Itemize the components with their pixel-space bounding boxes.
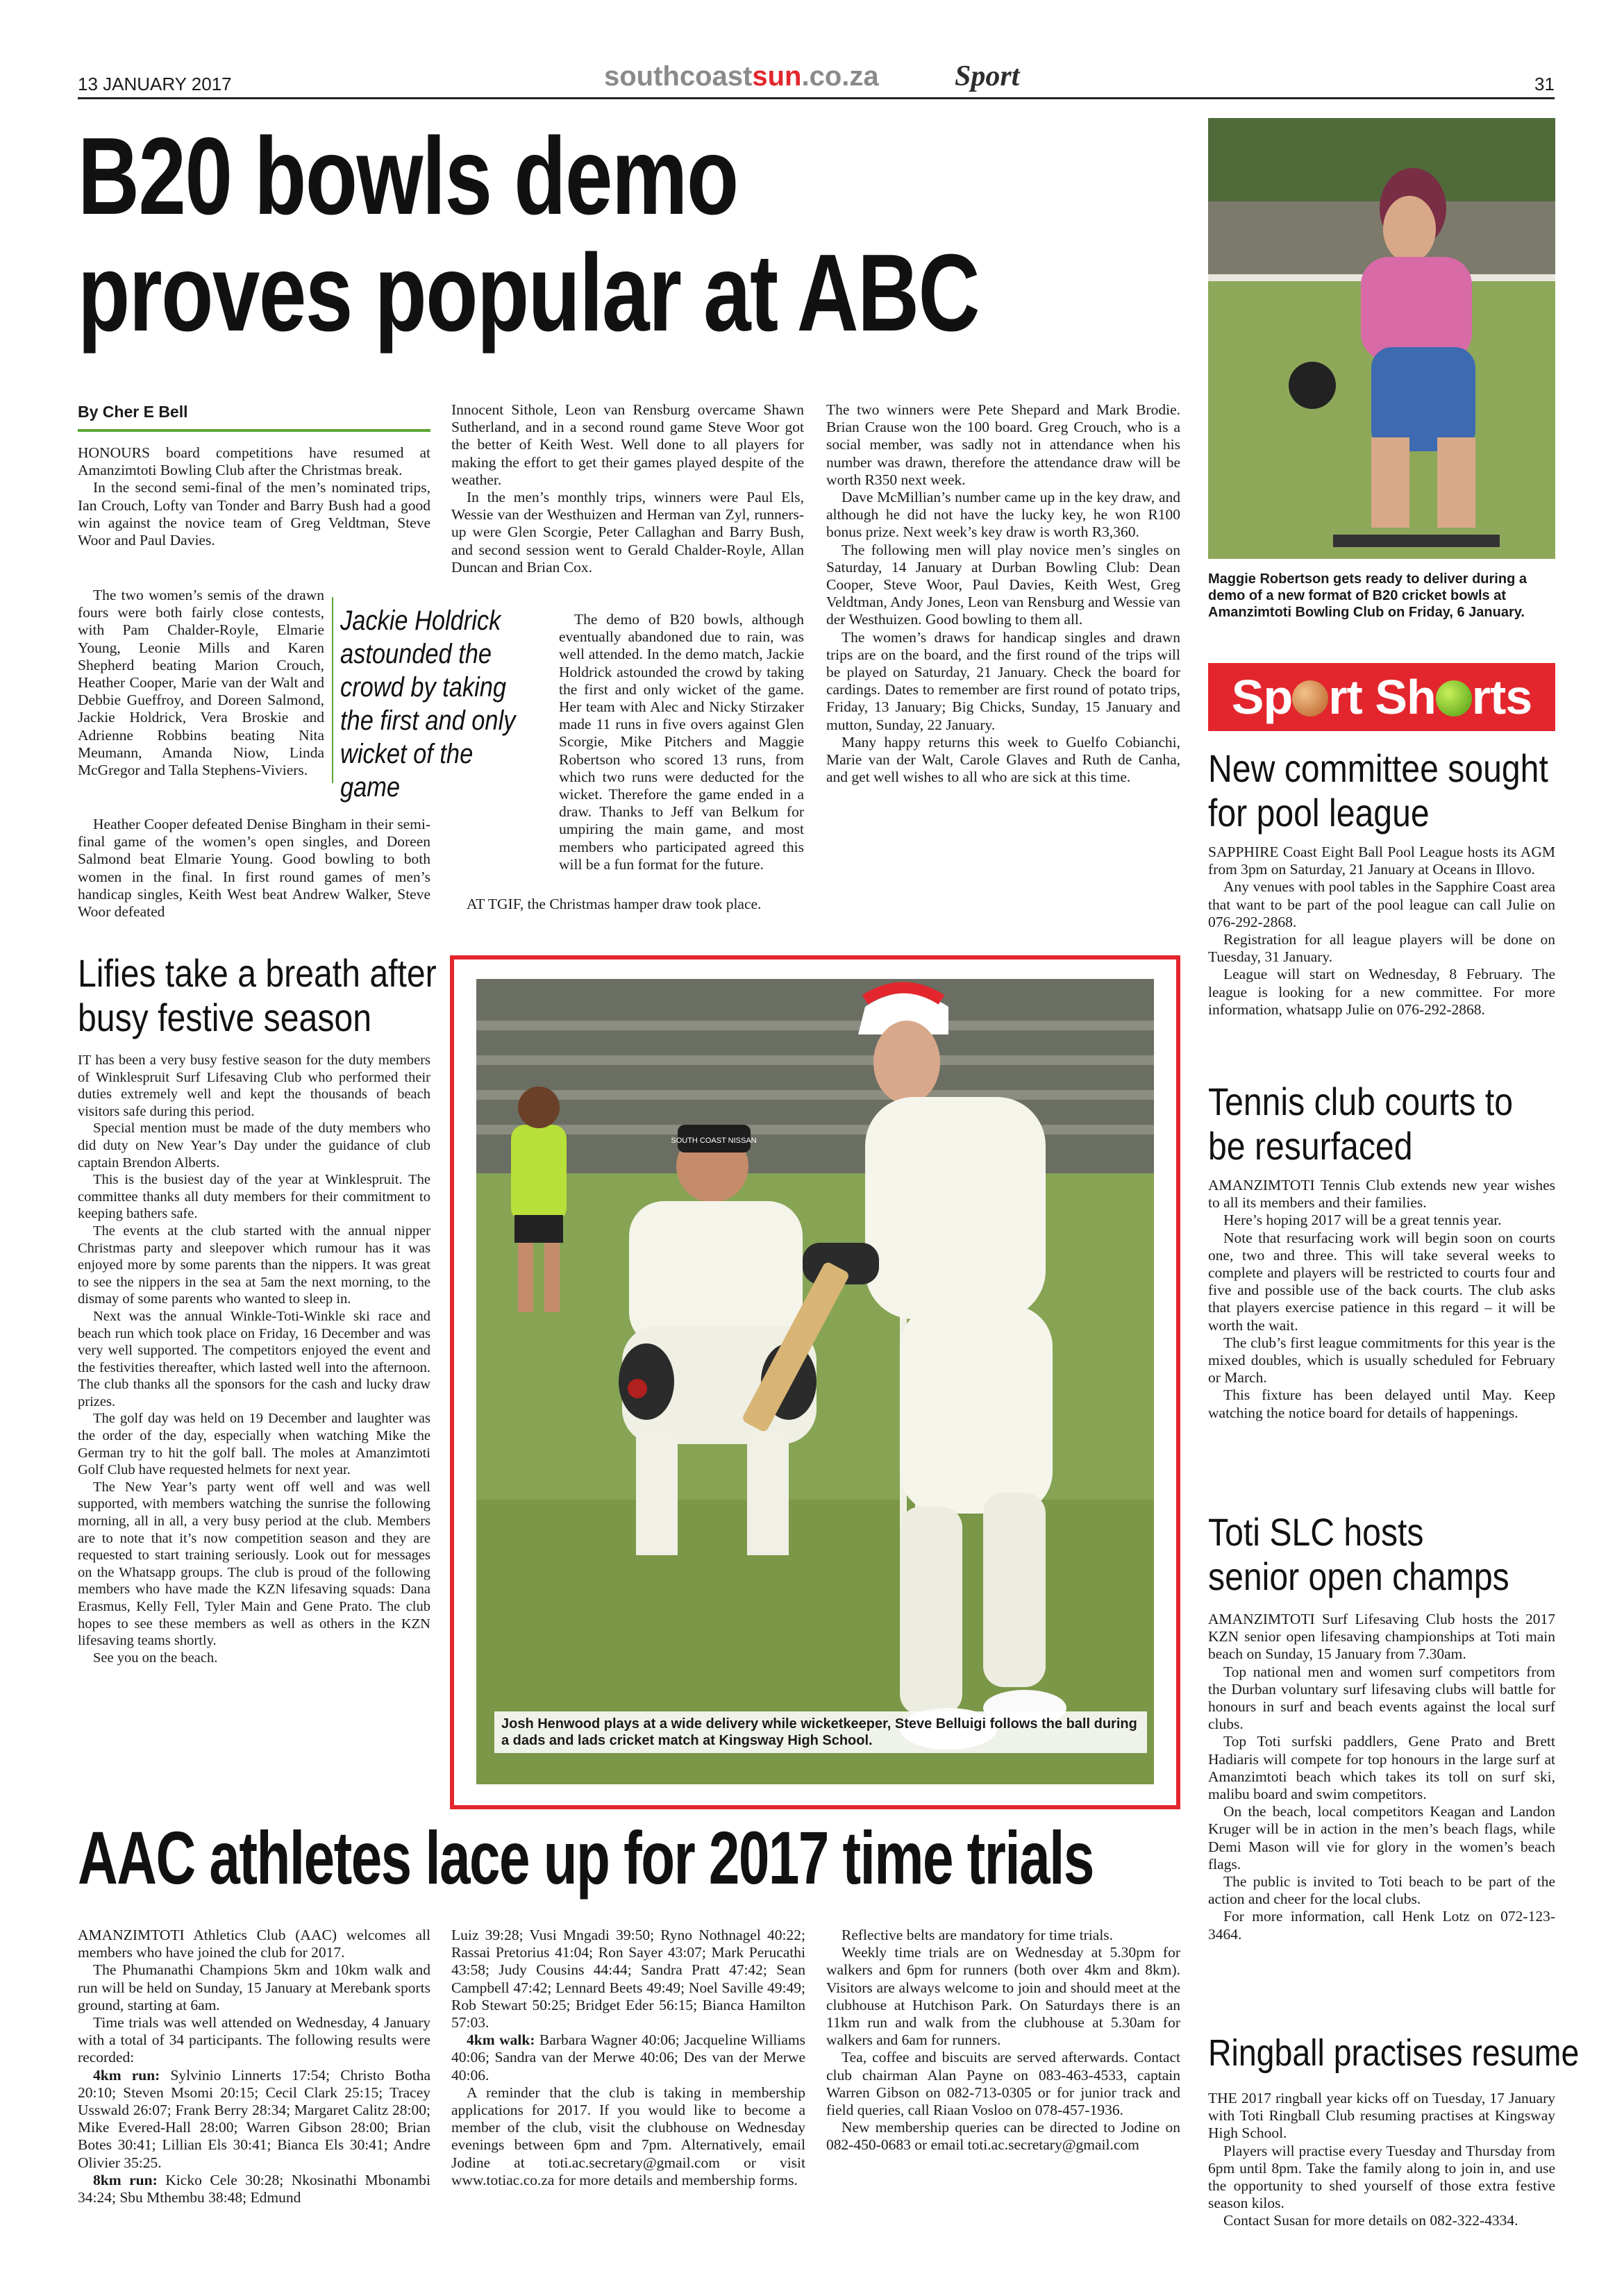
article-column-1 bbox=[78, 444, 430, 549]
paragraph: The demo of B20 bowls, although eventually abandoned due to rain, was well attended. In the demo match, Jackie Holdrick astounded the crowd by taking the first and only wicket of the game. Her team with Alec and Nicky Stirzaker made 11 runs in five overs against Glen Scorgie, Mike Pitchers and Maggie Robertson who scored 13 runs, from which two runs were deducted for the wicket. Therefore the game ended in a draw. Thanks to Jeff van Belkum for umpiring the main game, and most members who participated agreed this will be a fun format for the future. bbox=[559, 611, 804, 873]
tennis-article bbox=[1208, 1177, 1555, 1422]
paragraph: Players will practise every Tuesday and Thursday from 6pm until 8pm. Take the family along to join in, and use the opportunity to shed yourself of those extra festive season kilos. bbox=[1208, 2142, 1555, 2212]
paragraph: The two winners were Pete Shepard and Mark Brodie. Brian Crause won the 100 board. Greg Crouch, who is a social member, was sadly not in attendance when his number was drawn, therefore the attendance draw will be worth R350 next week. bbox=[826, 401, 1180, 488]
paragraph: 4km run: Sylvinio Linnerts 17:54; Christo Botha 20:10; Steven Msomi 20:15; Cecil Clark 25:15; Tracey Usswald 26:07; Frank Berry 28:34; Margaret Calitz 28:00; Mike Evered-Hall 28:00; Warren Gibson 28:00; Brian Botes 30:41; Lillian Els 30:41; Bianca Els 30:41; Andre Olivier 35:25. bbox=[78, 2066, 430, 2171]
paragraph: Luiz 39:28; Vusi Mngadi 39:50; Ryno Nothnagel 40:22; Rassai Pretorius 41:04; Ron Sayer 43:07; Mark Perucathi 43:58; Judy Cousins 44:44; Sandra Pratt 47:42; Sean Campbell 47:42; Lennard Beets 49:49; Noel Saville 49:49; Rob Stewart 50:25; Bridget Eder 56:15; Bianca Hamilton 57:03. bbox=[451, 1927, 805, 2031]
cricket-caption: Josh Henwood plays at a wide delivery while wicketkeeper, Steve Belluigi follows the ball during a dads and lads cricket match at Kingsway High School. bbox=[494, 1711, 1147, 1753]
paragraph: Top national men and women surf competitors from the Durban voluntary surf lifesaving clubs will battle for honours in surf and beach events against the local surf clubs. bbox=[1208, 1663, 1555, 1733]
issue-date: 13 JANUARY 2017 bbox=[78, 74, 232, 94]
aac-column-2 bbox=[451, 1927, 805, 2189]
paragraph: IT has been a very busy festive season for the duty members of Winklespruit Surf Lifesaving Club who performed their duties extremely well and kept the thousands of beach visitors safe during this period. bbox=[78, 1053, 430, 1119]
sport-shorts-logo: Sp rt Sh rts bbox=[1208, 663, 1555, 731]
header-rule bbox=[78, 97, 1555, 99]
paragraph: The events at the club started with the annual nipper Christmas party and sleepover which rumour has it was enjoyed more by some parents than the nippers. It was great to see the nippers in the sea at 5am the next morning, to the dismay of some parents who wanted to sleep in. bbox=[78, 1223, 430, 1307]
paragraph: In the second semi-final of the men’s nominated trips, Ian Crouch, Lofty van Tonder and Barry Bush had a good win against the novice team of Greg Veldtman, Steve Woor and Paul Davies. bbox=[78, 479, 430, 549]
paragraph: AMANZIMTOTI Athletics Club (AAC) welcomes all members who have joined the club for 2017. bbox=[78, 1927, 430, 1961]
article-column-1c bbox=[78, 816, 430, 921]
byline-rule bbox=[78, 429, 430, 432]
ball-icon bbox=[1436, 680, 1472, 717]
paragraph: New membership queries can be directed to Jodine on 082-450-0683 or email toti.ac.secretary@gmail.com bbox=[826, 2119, 1180, 2154]
article-column-2c bbox=[451, 896, 804, 913]
paragraph: This fixture has been delayed until May. Keep watching the notice board for details of happenings. bbox=[1208, 1386, 1555, 1421]
section-name: Sport bbox=[955, 60, 1020, 92]
paragraph: Heather Cooper defeated Denise Bingham in their semi-final game of the women’s open singles, and Doreen Salmond beat Elmarie Young. Good bowling to both women in the final. In first round games of men’s handicap singles, Keith West beat Andrew Walker, Steve Woor defeated bbox=[78, 816, 430, 921]
cap-text: SOUTH COAST NISSAN bbox=[671, 1137, 757, 1145]
article-column-2b bbox=[559, 611, 804, 873]
slc-headline: Toti SLC hosts senior open champs bbox=[1208, 1510, 1509, 1598]
article-column-1b bbox=[78, 587, 324, 779]
paragraph: SAPPHIRE Coast Eight Ball Pool League hosts its AGM from 3pm on Saturday, 21 January at Oceans in Illovo. bbox=[1208, 844, 1555, 878]
paragraph: League will start on Wednesday, 8 February. The league is looking for a new committee. For more information, whatsapp Julie on 076-292-2868. bbox=[1208, 966, 1555, 1018]
paragraph: The public is invited to Toti beach to be part of the action and cheer for the local clubs. bbox=[1208, 1873, 1555, 1908]
result-label: 4km walk: bbox=[467, 2031, 535, 2049]
article-column-3 bbox=[826, 401, 1180, 786]
paragraph: The women’s draws for handicap singles and drawn trips are on the board, and the first round of the trips will be played on Saturday, 21 January. Check the board for cardings. Dates to remember are first round of potato trips, Friday, 13 January; Big Chicks, Sunday, 15 January and mutton, Sunday, 22 January. bbox=[826, 628, 1180, 733]
aac-column-3 bbox=[826, 1927, 1180, 2154]
paragraph: THE 2017 ringball year kicks off on Tuesday, 17 January with Toti Ringball Club resuming practises at Kingsway High School. bbox=[1208, 2090, 1555, 2142]
pullquote-rule bbox=[332, 597, 333, 783]
bowls-photo bbox=[1208, 118, 1555, 559]
paragraph: Note that resurfacing work will begin soon on courts one, two and three. This will take several weeks to complete and players will be restricted to courts four and five and possible use of the back courts. The club asks that players exercise patience in this regard – it will be worth the wait. bbox=[1208, 1229, 1555, 1334]
ball-icon bbox=[1292, 680, 1328, 717]
aac-column-1 bbox=[78, 1927, 430, 2206]
paragraph: The Phumanathi Champions 5km and 10km walk and run will be held on Sunday, 15 January at Merebank sports ground, starting at 6am. bbox=[78, 1961, 430, 2013]
paragraph: On the beach, local competitors Keagan and Landon Kruger will be in action in the men’s beach flags, while Demi Mason will vie for glory in the women’s beach flags. bbox=[1208, 1803, 1555, 1872]
byline: By Cher E Bell bbox=[78, 403, 188, 421]
paragraph: Many happy returns this week to Guelfo Cobianchi, Marie van der Walt, Carole Glaves and Ruth de Canha, and get well wishes to all who are sick at this time. bbox=[826, 733, 1180, 786]
paragraph: Next was the annual Winkle-Toti-Winkle ski race and beach run which took place on Friday, 16 December and was very well supported. The competitors enjoyed the event and the festivities thereafter, which lasted well into the afternoon. The club thanks all the sponsors for the cash and lucky draw prizes. bbox=[78, 1308, 430, 1409]
pool-headline: New committee sought for pool league bbox=[1208, 746, 1548, 835]
tennis-headline: Tennis club courts to be resurfaced bbox=[1208, 1080, 1514, 1168]
slc-article bbox=[1208, 1611, 1555, 1943]
paragraph: Any venues with pool tables in the Sapphire Coast area that want to be part of the pool league can call Julie on 076-292-2868. bbox=[1208, 878, 1555, 930]
site-name: southcoastsun.co.za bbox=[604, 61, 879, 92]
paragraph: The following men will play novice men’s singles on Saturday, 14 January at Durban Bowling Club: Dean Cooper, Steve Woor, Paul Davies, Keith West, Greg Veldtman, Andy Jones, Leon van Rensburg and Wessie van der Westhuizen. Good bowling to them all. bbox=[826, 541, 1180, 628]
paragraph: Top Toti surfski paddlers, Gene Prato and Brett Hadiaris will compete for top honours in the large surf at Amanzimtoti beach which takes its toll on surf ski, malibu board and swim competitors. bbox=[1208, 1733, 1555, 1803]
paragraph: The two women’s semis of the drawn fours were both fairly close contests, with Pam Chalder-Royle, Elmarie Young, Leonie Mills and Karen Shepherd beating Marion Crouch, Heather Cooper, Marie van der Walt and Debbie Gueffroy, and Doreen Salmond, Jackie Holdrick, Vera Broskie and Adrienne Robbins beating Nita Meumann, Amanda Niow, Linda McGregor and Talla Stephens-Viviers. bbox=[78, 587, 324, 779]
paragraph: HONOURS board competitions have resumed at Amanzimtoti Bowling Club after the Christmas break. bbox=[78, 444, 430, 479]
paragraph: AT TGIF, the Christmas hamper draw took place. bbox=[467, 896, 762, 912]
paragraph: AMANZIMTOTI Surf Lifesaving Club hosts the 2017 KZN senior open lifesaving championships at Toti main beach on Sunday, 15 January from 7.30am. bbox=[1208, 1611, 1555, 1663]
paragraph: The New Year’s party went off well and was well supported, with members watching the sunrise the following morning, all in all, a very busy period at the club. Members are to note that it’s now competition season and they are requested to start training seriously. Look out for messages on the Whatsapp groups. The club is proud of the following members who have made the KZN lifesaving squads: Dana Erasmus, Kelly Fell, Tyler Main and Gene Prato. The club hopes to see these members as well as others in the KZN lifesaving teams shortly. bbox=[78, 1479, 430, 1649]
paragraph: Weekly time trials are on Wednesday at 5.30pm for walkers and 6pm for runners (both over 4km and 8km). Visitors are always welcome to join and should meet at the clubhouse at Hutchison Park. On Saturdays there is an 11km run and walk from the clubhouse at 5.30am for walkers and 6am for runners. bbox=[826, 1944, 1180, 2049]
cricket-photo bbox=[476, 979, 1154, 1784]
paragraph: Contact Susan for more details on 082-322-4334. bbox=[1223, 2212, 1518, 2229]
lifies-headline: Lifies take a breath after busy festive season bbox=[78, 951, 437, 1039]
bowls-caption: Maggie Robertson gets ready to deliver during a demo of a new format of B20 cricket bowls at Amanzimtoti Bowling Club on Friday, 6 January. bbox=[1208, 571, 1527, 620]
pool-article bbox=[1208, 844, 1555, 1019]
lifies-article bbox=[78, 1052, 430, 1666]
aac-headline: AAC athletes lace up for 2017 time trials bbox=[78, 1816, 1094, 1900]
paragraph: Dave McMillian’s number came up in the key draw, and although he did not have the lucky key, he won R100 bonus prize. Next week’s key draw is worth R3,360. bbox=[826, 489, 1180, 541]
result-label: 4km run: bbox=[93, 2066, 160, 2084]
page-number: 31 bbox=[1534, 74, 1555, 94]
paragraph: Innocent Sithole, Leon van Rensburg overcame Shawn Sutherland, and in a second round game Steve Woor got the better of Keith West. Well done to all players for making the effort to get their games played despite of the weather. bbox=[451, 401, 804, 488]
paragraph: The golf day was held on 19 December and laughter was the order of the day, especially when watching Mike the German try to hit the golf ball. The moles at Amanzimtoti Golf Club have requested helmets for next year. bbox=[78, 1411, 430, 1478]
ringball-article bbox=[1208, 2090, 1555, 2230]
paragraph: For more information, call Henk Lotz on 072-123-3464. bbox=[1208, 1908, 1555, 1943]
pullquote: Jackie Holdrick astounded the crowd by taking the first and only wicket of the game bbox=[340, 605, 516, 803]
paragraph: Tea, coffee and biscuits are served afterwards. Contact club chairman Alan Payne on 083-463-4533, captain Warren Gibson on 082-713-0305 or for junior track and field queries, call Riaan Vosloo on 078-457-1936. bbox=[826, 2049, 1180, 2119]
paragraph: Special mention must be made of the duty members who did duty on New Year’s Day under the guidance of club captain Brendon Alberts. bbox=[78, 1121, 430, 1171]
paragraph: Here’s hoping 2017 will be a great tennis year. bbox=[1223, 1212, 1502, 1229]
paragraph: AMANZIMTOTI Tennis Club extends new year wishes to all its members and their families. bbox=[1208, 1177, 1555, 1212]
ringball-headline: Ringball practises resume bbox=[1208, 2032, 1580, 2074]
paragraph: Time trials was well attended on Wednesday, 4 January with a total of 34 participants. The following results were recorded: bbox=[78, 2014, 430, 2066]
result-label: 8km run: bbox=[93, 2171, 158, 2188]
paragraph: The club’s first league commitments for this year is the mixed doubles, which is usually scheduled for February or March. bbox=[1208, 1334, 1555, 1386]
paragraph: In the men’s monthly trips, winners were Paul Els, Wessie van der Westhuizen and Herman van Zyl, runners-up were Glen Scorgie, Peter Callaghan and Barry Bush, and second session went to Gerald Chalder-Royle, Allan Duncan and Brian Cox. bbox=[451, 489, 804, 576]
paragraph: Registration for all league players will be done on Tuesday, 31 January. bbox=[1208, 931, 1555, 966]
main-headline: B20 bowls demo proves popular at ABC bbox=[78, 115, 979, 354]
paragraph: A reminder that the club is taking in membership applications for 2017. If you would like to become a member of the club, visit the clubhouse on Wednesday evenings between 6pm and 7pm. Alternatively, email Jodine at toti.ac.secretary@gmail.com or visit www.totiac.co.za for more details and membership forms. bbox=[451, 2084, 805, 2188]
paragraph: This is the busiest day of the year at Winklespruit. The committee thanks all duty members for their commitment to keeping bathers safe. bbox=[78, 1172, 430, 1222]
paragraph: See you on the beach. bbox=[93, 1650, 218, 1666]
paragraph: Reflective belts are mandatory for time trials. bbox=[842, 1927, 1114, 1943]
article-column-2 bbox=[451, 401, 804, 576]
paragraph: 4km walk: Barbara Wagner 40:06; Jacqueline Williams 40:06; Sandra van der Merwe 40:06; Des van der Merwe 40:06. bbox=[451, 2031, 806, 2084]
paragraph: 8km run: Kicko Cele 30:28; Nkosinathi Mbonambi 34:24; Sbu Mthembu 38:48; Edmund bbox=[78, 2171, 430, 2206]
